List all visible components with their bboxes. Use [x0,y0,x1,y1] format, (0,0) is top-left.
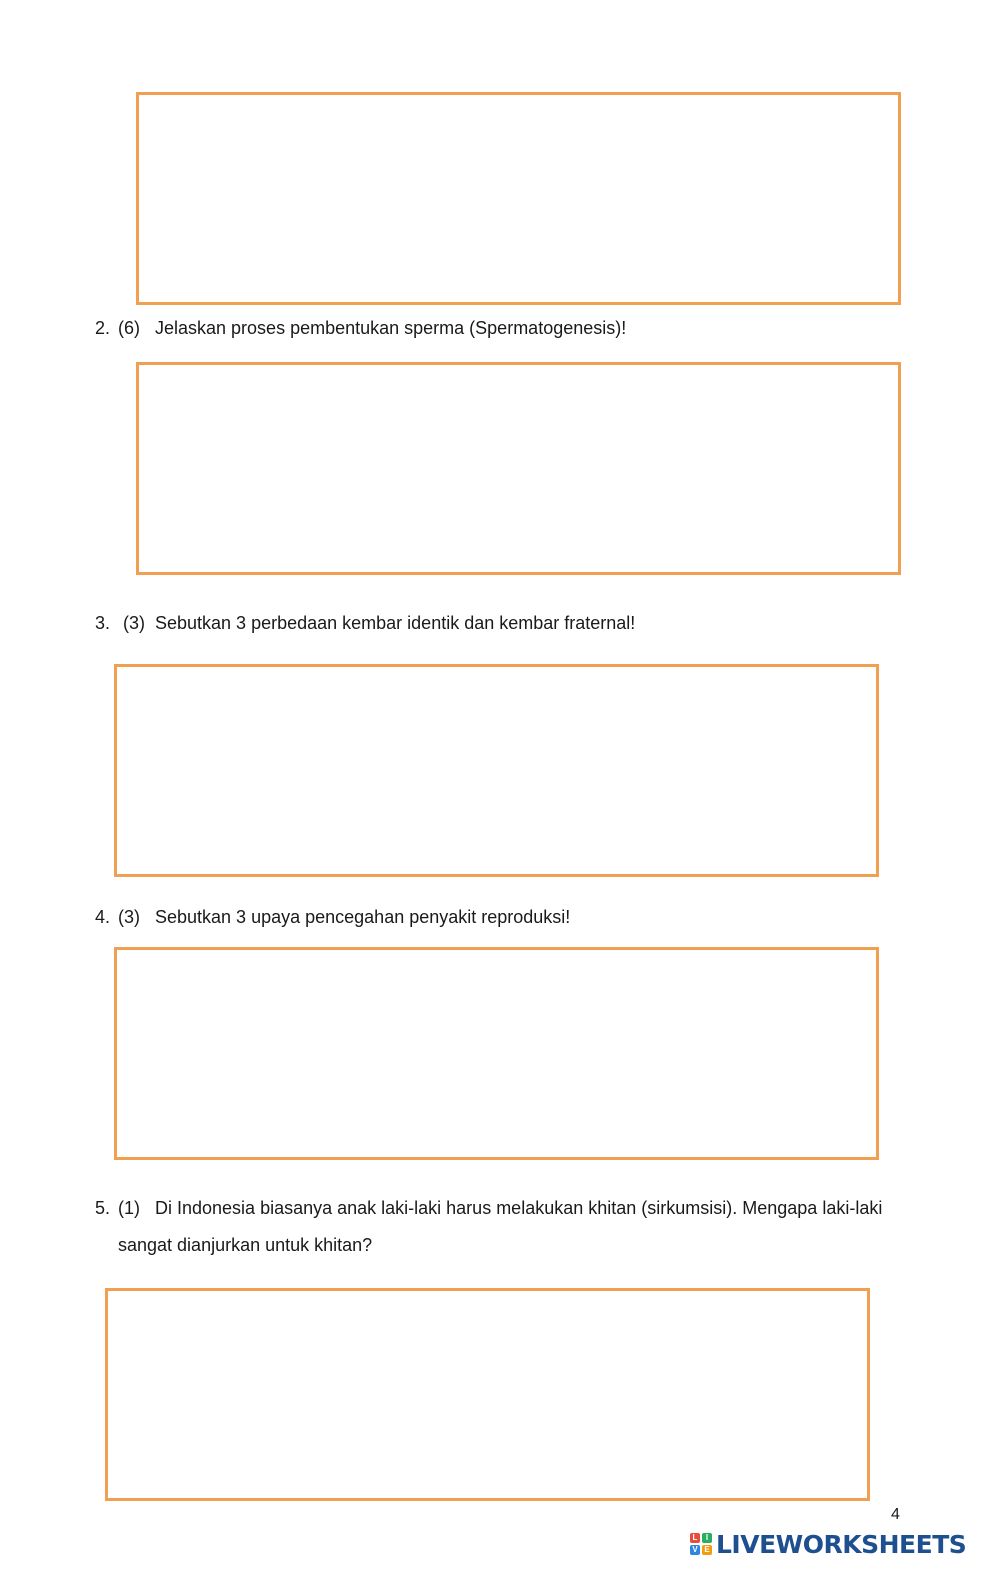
brand-name: LIVEWORKSHEETS [716,1529,967,1559]
question-number: 4. [95,907,111,927]
question-number: 2. [95,318,111,338]
question-text: Jelaskan proses pembentukan sperma (Spermatogenesis)! [155,318,627,338]
question-text: sangat dianjurkan untuk khitan? [118,1235,373,1255]
logo-letter: E [702,1545,712,1555]
question-5 [95,1196,882,1220]
answer-box-2[interactable] [136,362,901,575]
question-points: (3) [118,907,140,927]
question-number: 5. [95,1198,111,1218]
question-points: (6) [118,318,140,338]
question-5-continuation [118,1233,372,1257]
liveworksheets-icon [690,1533,712,1555]
question-2 [95,316,626,340]
question-3 [95,611,635,635]
question-4 [95,905,570,929]
question-text: Sebutkan 3 upaya pencegahan penyakit reproduksi! [155,907,571,927]
answer-box-4[interactable] [114,947,879,1160]
answer-box-1[interactable] [136,92,901,305]
question-text: Sebutkan 3 perbedaan kembar identik dan kembar fraternal! [155,613,636,633]
logo-letter: L [690,1533,700,1543]
logo-letter: I [702,1533,712,1543]
question-points: (3) [123,613,145,633]
question-number: 3. [95,613,111,633]
question-points: (1) [118,1198,140,1218]
page-number: 4 [891,1506,900,1523]
liveworksheets-logo [690,1528,966,1560]
question-text: Di Indonesia biasanya anak laki-laki harus melakukan khitan (sirkumsisi). Mengapa laki-laki [155,1198,883,1218]
answer-box-5[interactable] [105,1288,870,1501]
answer-box-3[interactable] [114,664,879,877]
logo-letter: V [690,1545,700,1555]
